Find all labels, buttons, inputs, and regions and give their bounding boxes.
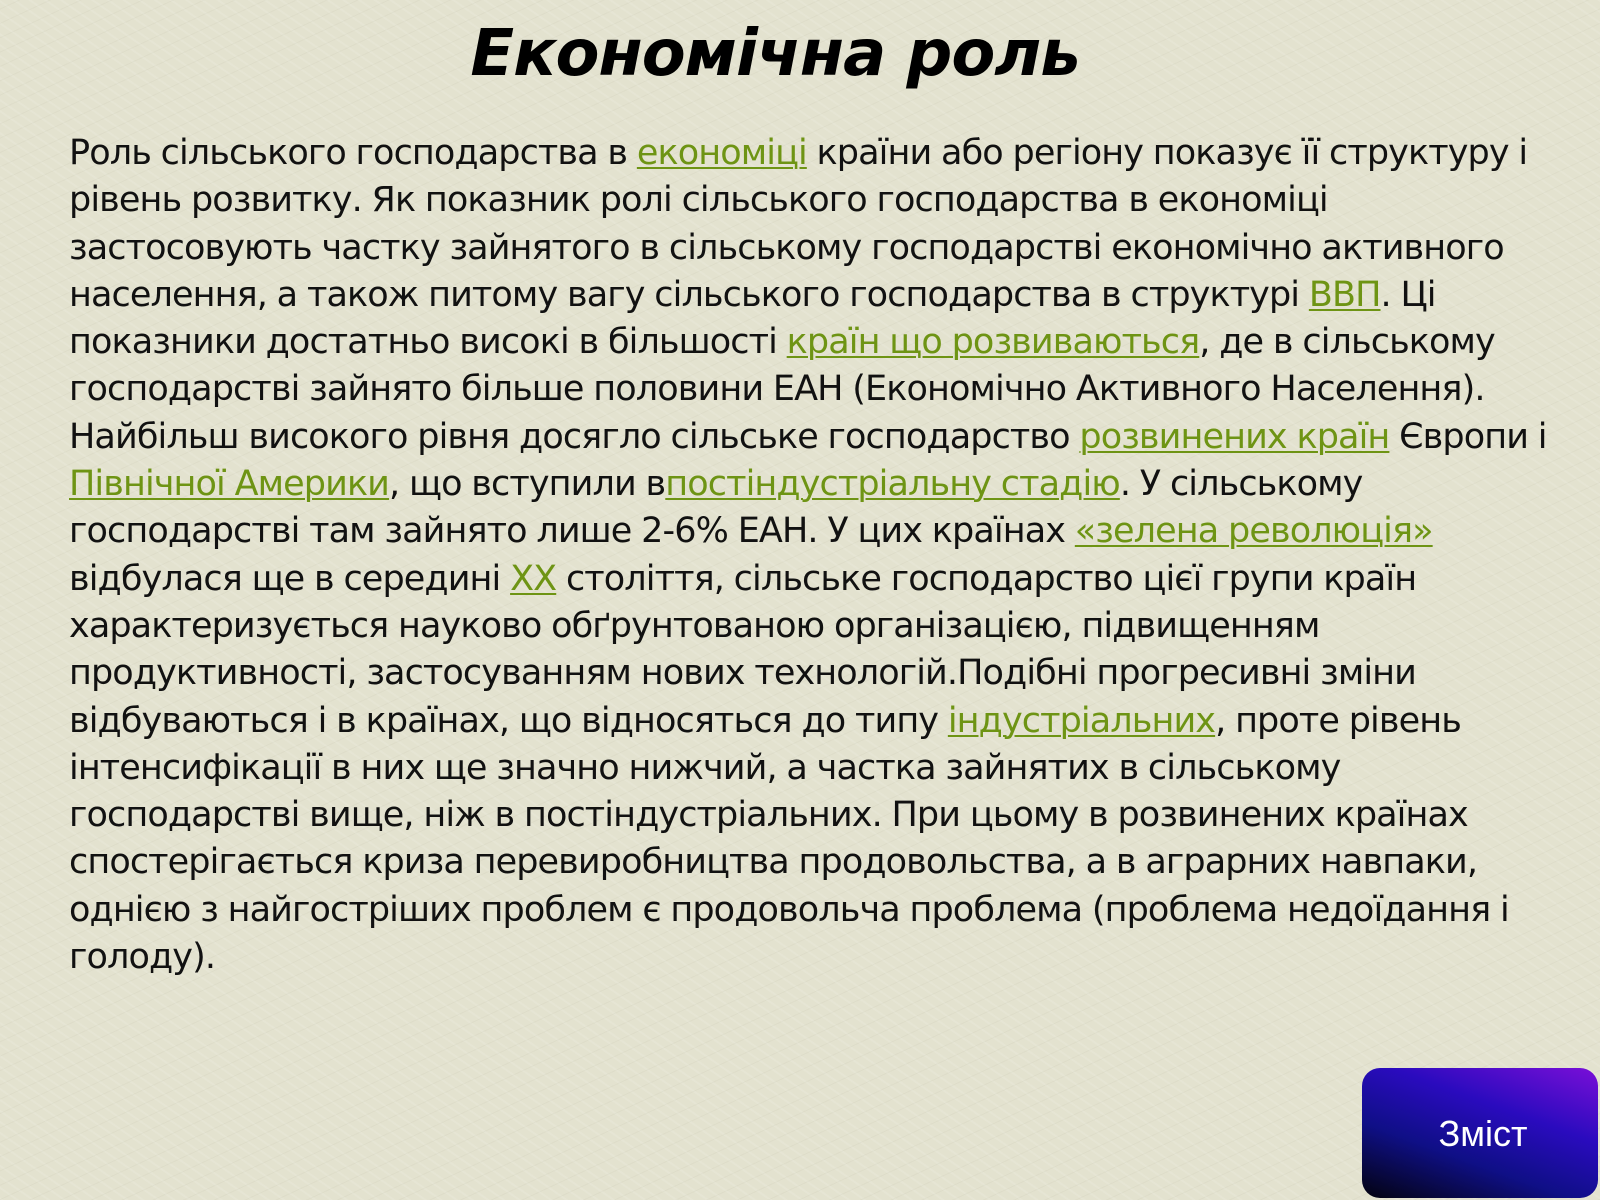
- text-segment: , що вступили в: [389, 464, 666, 505]
- text-segment: . Ці показники достатньо високі в більшості: [69, 274, 1436, 363]
- text-segment: , де в сільському господарстві зайнято більше половини ЕАН (Економічно Активного Населення). Найбільш високого рівня досягло сільське господарство: [69, 322, 1495, 457]
- link-green-revolution[interactable]: «зелена революція»: [1074, 511, 1433, 552]
- body-paragraph: [69, 130, 1564, 981]
- text-segment: країни або регіону показує її структуру і рівень розвитку. Як показник ролі сільського господарства в економіці застосовують частку зайнятого в сільському господарстві економічно активного населення, а також питому вагу сільського господарства в структурі: [69, 133, 1528, 315]
- link-developing-countries[interactable]: країн що розвиваються: [786, 322, 1200, 363]
- text-segment: Роль сільського господарства в: [69, 133, 637, 173]
- slide-title: Економічна роль: [470, 17, 1080, 91]
- contents-button-label: Зміст: [1438, 1113, 1528, 1154]
- text-segment: , проте рівень інтенсифікації в них ще значно нижчий, а частка зайнятих в сільському господарстві вище, ніж в постіндустріальних. При цьому в розвинених країнах спостерігається криза перевиробництва продовольства, а в аграрних навпаки, однією з найгостріших проблем є продовольча проблема (проблема недоїдання і голоду).: [69, 700, 1509, 978]
- link-gdp[interactable]: ВВП: [1308, 274, 1381, 315]
- link-north-america[interactable]: Північної Америки: [69, 464, 390, 505]
- link-xx-century[interactable]: XX: [510, 558, 557, 599]
- link-industrial[interactable]: індустріальних: [947, 700, 1216, 741]
- text-segment: відбулася ще в середині: [69, 558, 511, 599]
- text-segment: століття, сільське господарство цієї групи країн характеризується науково обґрунтованою організацією, підвищенням продуктивності, застосуванням нових технологій.Подібні прогресивні зміни відбуваються і в країнах, що відносяться до типу: [69, 558, 1417, 741]
- text-segment: Європи і: [1389, 416, 1547, 457]
- contents-button[interactable]: [1362, 1068, 1598, 1198]
- link-postindustrial-stage[interactable]: постіндустріальну стадію: [665, 464, 1120, 505]
- text-segment: . У сільському господарстві там зайнято лише 2-6% ЕАН. У цих країнах: [69, 464, 1363, 552]
- link-developed-countries[interactable]: розвинених країн: [1079, 416, 1390, 457]
- link-economy[interactable]: економіці: [636, 133, 807, 173]
